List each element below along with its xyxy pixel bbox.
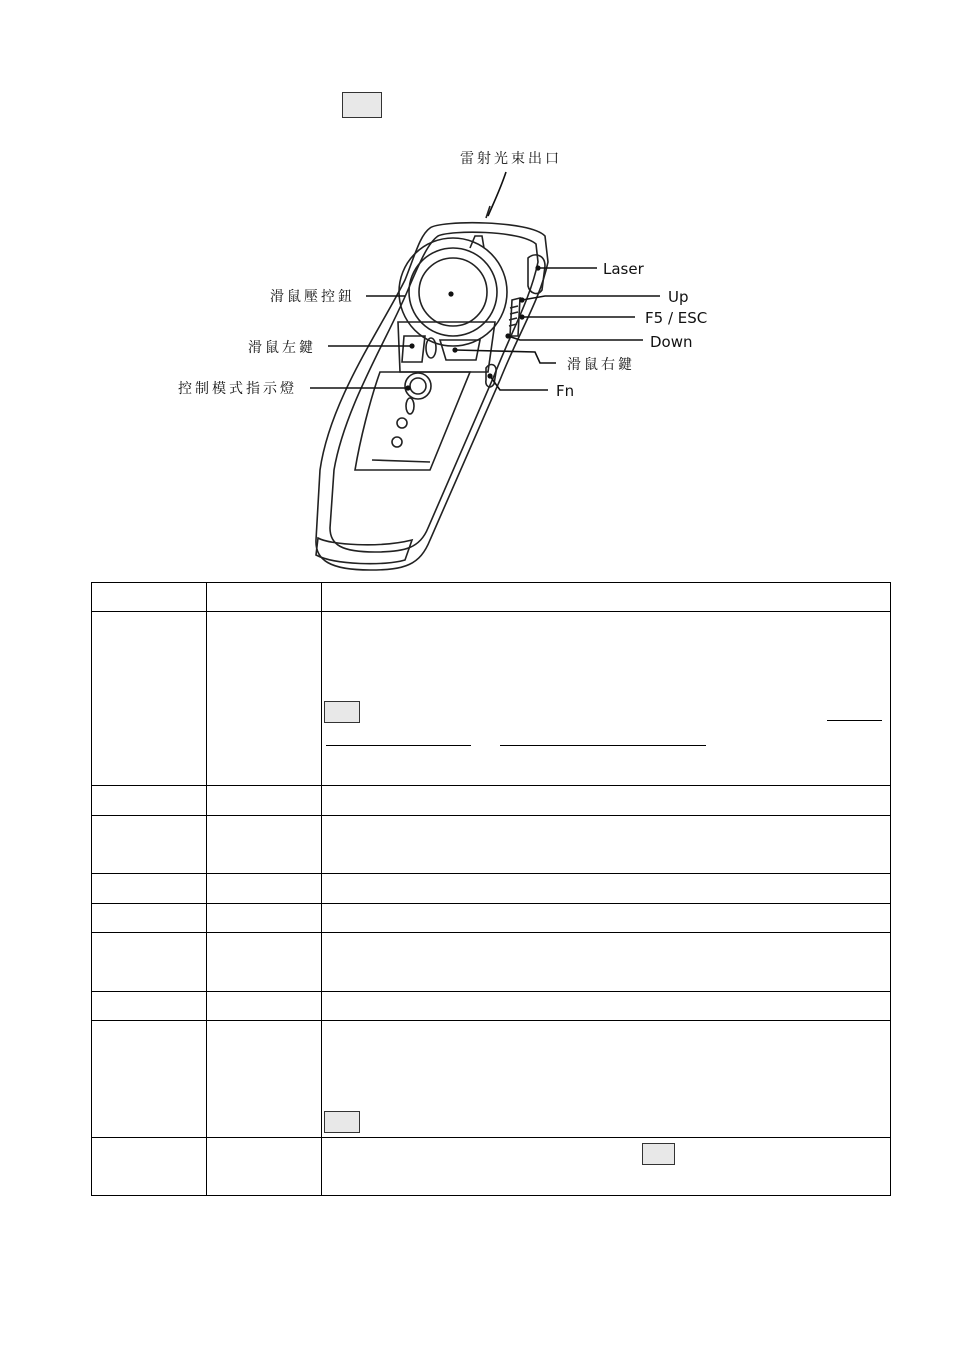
table-cell <box>322 1138 891 1196</box>
table-cell <box>207 786 322 816</box>
callout-laser: Laser <box>603 260 644 278</box>
table-cell <box>322 904 891 933</box>
table-cell <box>92 612 207 786</box>
table-cell <box>207 1138 322 1196</box>
table-cell <box>207 816 322 874</box>
table-row <box>92 583 891 612</box>
table-cell <box>92 786 207 816</box>
placeholder-box <box>642 1143 675 1165</box>
table-row <box>92 1021 891 1138</box>
table-cell <box>92 874 207 904</box>
table-cell <box>92 992 207 1021</box>
table-cell <box>322 933 891 992</box>
table-row <box>92 904 891 933</box>
table-cell <box>322 786 891 816</box>
table-cell <box>92 933 207 992</box>
table-row <box>92 816 891 874</box>
underline <box>827 720 882 721</box>
spec-table <box>91 582 891 1196</box>
table-cell <box>322 583 891 612</box>
callout-laser-exit: 雷射光束出口 <box>460 151 562 167</box>
table-cell <box>207 583 322 612</box>
placeholder-box <box>324 701 360 723</box>
presenter-diagram <box>0 0 954 580</box>
table-cell <box>92 816 207 874</box>
table-cell <box>207 992 322 1021</box>
callout-mouse-pad: 滑鼠壓控鈕 <box>270 289 355 305</box>
table-row <box>92 786 891 816</box>
underline <box>326 745 471 746</box>
underline <box>500 745 706 746</box>
table-row <box>92 874 891 904</box>
callout-mode-led: 控制模式指示燈 <box>178 381 297 397</box>
table-cell <box>207 612 322 786</box>
table-cell <box>207 904 322 933</box>
table-cell <box>207 1021 322 1138</box>
callout-mouse-left: 滑鼠左鍵 <box>248 340 316 356</box>
table-cell <box>92 583 207 612</box>
placeholder-box <box>324 1111 360 1133</box>
callout-fn: Fn <box>556 382 575 400</box>
callout-mouse-right: 滑鼠右鍵 <box>567 357 635 373</box>
table-row <box>92 992 891 1021</box>
table-cell <box>322 1021 891 1138</box>
table-cell <box>322 612 891 786</box>
callout-f5-esc: F5 / ESC <box>645 309 708 327</box>
table-row <box>92 933 891 992</box>
table-row <box>92 612 891 786</box>
callout-down: Down <box>650 333 693 351</box>
table-cell <box>322 816 891 874</box>
table-cell <box>92 904 207 933</box>
table-cell <box>322 992 891 1021</box>
table-cell <box>207 874 322 904</box>
table-cell <box>92 1021 207 1138</box>
table-cell <box>92 1138 207 1196</box>
table-cell <box>207 933 322 992</box>
table-cell <box>322 874 891 904</box>
table-row <box>92 1138 891 1196</box>
callout-up: Up <box>668 288 689 306</box>
